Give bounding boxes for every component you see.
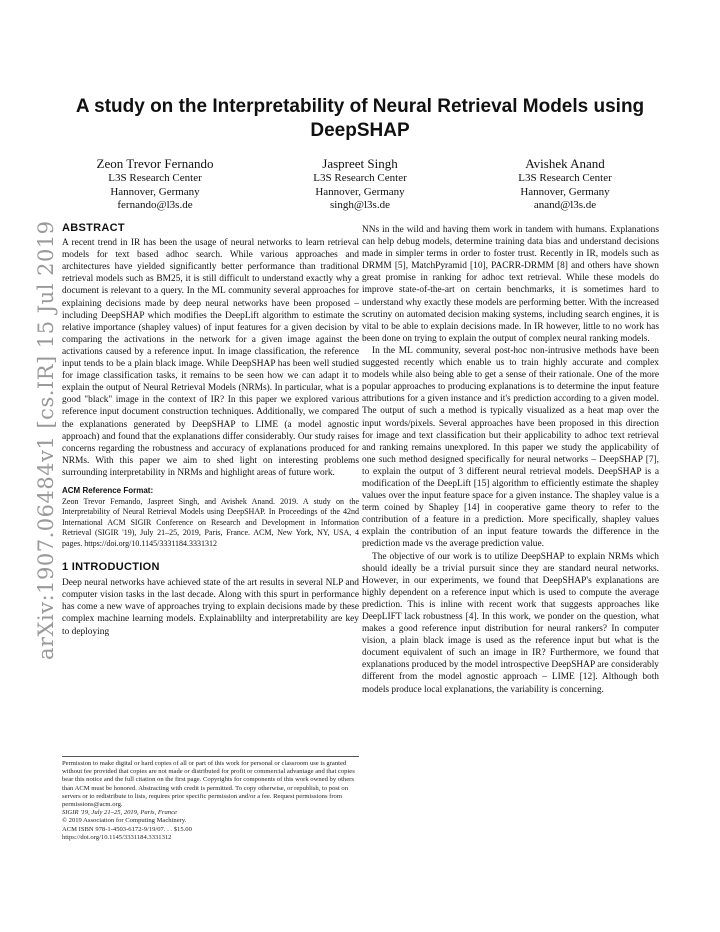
author-email: anand@l3s.de — [533, 199, 597, 211]
introduction-heading: 1 INTRODUCTION — [62, 561, 160, 574]
isbn-line: ACM ISBN 978-1-4503-6172-9/19/07. . . $15.00 — [62, 825, 192, 833]
acm-reference-text: Zeon Trevor Fernando, Jaspreet Singh, and Avishek Anand. 2019. A study on the Interpretability of Neural Retrieval Models using DeepSHAP. In Proceedings of the 42nd International ACM SIGIR Conference on Research and Development in Information Retrieval (SIGIR '19), July 21–25, 2019, Paris, France. ACM, New York, NY, USA, 4 pages. https://doi.org/10.1145/3331184.3331312 — [62, 497, 359, 548]
author-name: Jaspreet Singh — [322, 156, 398, 171]
author-name: Avishek Anand — [525, 156, 605, 171]
copyright-line: © 2019 Association for Computing Machinery. — [62, 817, 187, 825]
author-affiliation: L3S Research Center — [108, 172, 202, 184]
paper-title: A study on the Interpretability of Neural Retrieval Models using DeepSHAP — [75, 96, 645, 141]
acm-reference-heading: ACM Reference Format: — [62, 485, 154, 495]
author-email: singh@l3s.de — [330, 199, 390, 211]
author-email: fernando@l3s.de — [117, 199, 193, 211]
introduction-paragraph-1-continued: NNs in the wild and having them work in tandem with humans. Explanations can help debug models, determine training data bias and understand decisions made in simpler terms in order to foster trust. Recently in IR, models such as DRMM [5], MatchPyramid [10], PACRR-DRMM [8] and others have shown great promise in ranking for adhoc text retrieval. While these models do improve state-of-the-art on certain benchmarks, it is sometimes hard to understand why exactly these models are performing better. With the increased scrutiny on automated decision making systems, including search engines, it is vital to be able to explain decisions made. In IR however, little to no work has been done on trying to explain the output of complex neural ranking models. — [362, 225, 659, 344]
author-affiliation: L3S Research Center — [518, 172, 612, 184]
author-block — [60, 156, 660, 213]
permission-notice: Permission to make digital or hard copies of all or part of this work for personal or classroom use is granted without fee provided that copies are not made or distributed for profit or commercial advantage and that copies bear this notice and the full citation on the first page. Copyrights for components of this work owned by others than ACM must be honored. Abstracting with credit is permitted. To copy otherwise, or republish, to post on servers or to redistribute to lists, requires prior specific permission and/or a fee. Request permissions from permissions@acm.org. — [62, 760, 355, 809]
author-2 — [265, 156, 455, 213]
author-affiliation: L3S Research Center — [313, 172, 407, 184]
copyright-footnote — [62, 756, 359, 842]
abstract-text: A recent trend in IR has been the usage of neural networks to learn retrieval models for text based adhoc search. While various approaches and architectures have yielded significantly better performance than traditional retrieval models such as BM25, it is still difficult to understand exactly why a document is relevant to a query. In the ML community several approaches for explaining decisions made by deep neural networks have been proposed – including DeepSHAP which modifies the DeepLift algorithm to estimate the relative importance (shapley values) of input features for a given decision by comparing the activations in the network for a given image against the activations caused by a reference input. In image classification, the reference input tends to be a plain black image. While DeepSHAP has been well studied for image classification tasks, it remains to be seen how we can adapt it to explain the output of Neural Retrieval Models (NRMs). In particular, what is a good "black" image in the context of IR? In this paper we explored various reference input document construction techniques. Additionally, we compared the explanations generated by DeepSHAP to LIME (a model agnostic approach) and found that the explanations differ considerably. Our study raises concerns regarding the robustness and accuracy of explanations produced for NRMs. With this paper we aim to shed light on interesting problems surrounding interpretability in NRMs and highlight areas of future work. — [62, 238, 359, 478]
author-1 — [60, 156, 250, 213]
abstract-heading: ABSTRACT — [62, 222, 125, 234]
author-location: Hannover, Germany — [315, 185, 405, 198]
left-column — [62, 222, 359, 638]
right-column — [362, 224, 659, 696]
arxiv-sidebar-stamp: arXiv:1907.06484v1 [cs.IR] 15 Jul 2019 — [34, 220, 58, 660]
doi-link[interactable]: https://doi.org/10.1145/3331184.3331312 — [62, 833, 172, 841]
introduction-paragraph-1: Deep neural networks have achieved state of the art results in several NLP and computer vision tasks in the last decade. Along with this spurt in performance has come a new wave of approaches trying to explain decisions made by these complex machine learning models. Explainablilty and interpretability are key to deploying — [62, 578, 359, 637]
author-location: Hannover, Germany — [520, 185, 610, 198]
introduction-paragraph-3: The objective of our work is to utilize DeepSHAP to explain NRMs which should ideally be a trivial pursuit since they are standard neural networks. However, in our experiments, we found that DeepSHAP's explanations are highly dependent on a reference input which is used to compute the average prediction. This is inline with recent work that suggests approaches like DeepLIFT lack robustness [4]. In this work, we ponder on the question, what makes a good reference input distribution for neural rankers? In computer vision, a plain black image is used as the reference input but what is the document equivalent of such an image in IR? Furthermore, we found that explanations produced by the model introspective DeepSHAP are considerably different from the model agnostic approach – LIME [12]. Although both models produce local explanations, the variability is concerning. — [362, 551, 659, 695]
author-location: Hannover, Germany — [110, 185, 200, 198]
author-3 — [470, 156, 660, 213]
venue-line: SIGIR '19, July 21–25, 2019, Paris, France — [62, 809, 177, 817]
introduction-paragraph-2: In the ML community, several post-hoc non-intrusive methods have been suggested recently which enable us to train highly accurate and complex models while also being able to get a sense of their rationale. One of the more popular approaches to producing explanations is to determine the input feature attributions for a given instance and it's prediction according to a given model. The output of such a method is typically visualized as a heat map over the input words/pixels. Several approaches have been proposed in this direction for image and text classification but their applicability to adhoc text retrieval and ranking remains unexplored. In this paper we study the applicability of one such method designed specifically for neural networks – DeepSHAP [7], to explain the output of 3 different neural retrieval models. DeepSHAP is a modification of the DeepLift [15] algorithm to efficiently estimate the shapley values over the input feature space for a given instance. The shapley value is a term coined by Shapley [14] in cooperative game theory to refer to the contribution of a feature in a prediction. More specifically, shapley values explain the contribution of an input feature towards the difference in the prediction made vs the average prediction value. — [362, 345, 659, 550]
author-name: Zeon Trevor Fernando — [96, 156, 214, 171]
